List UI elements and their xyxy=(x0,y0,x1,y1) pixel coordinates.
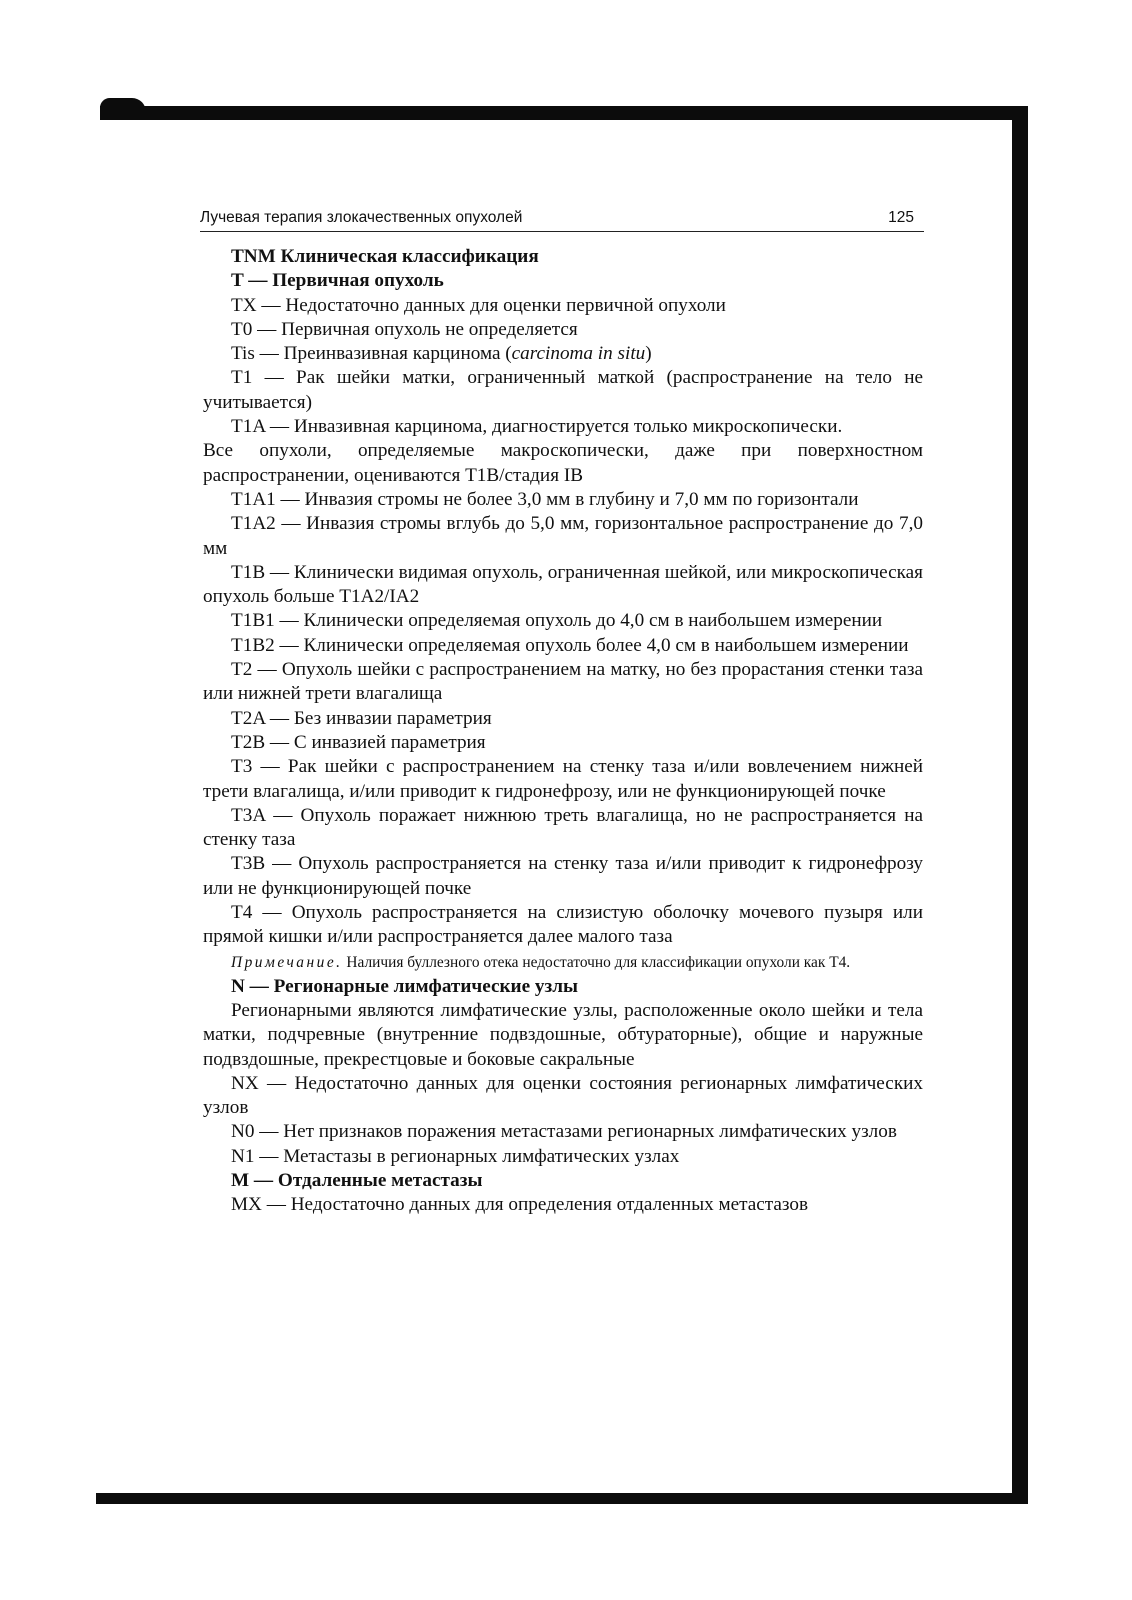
note xyxy=(203,953,923,972)
item-t1: T1 — Рак шейки матки, ограниченный маткой (распространение на тело не учитывается) xyxy=(203,367,923,413)
item-n0: N0 — Нет признаков поражения метастазами регионарных лимфатических узлов xyxy=(231,1121,897,1143)
item-t1a1: T1A1 — Инвазия стромы не более 3,0 мм в глубину и 7,0 мм по горизонтали xyxy=(231,488,859,510)
heading-tnm: TNM Клиническая классификация xyxy=(231,246,539,267)
item-t3: T3 — Рак шейки с распространением на стенку таза и/или вовлечением нижней трети влагалища, и/или приводит к гидронефрозу, или не функционирующей почке xyxy=(203,756,923,802)
item-t4: T4 — Опухоль распространяется на слизистую оболочку мочевого пузыря или прямой кишки и/или распространяется далее малого таза xyxy=(203,902,923,948)
item-nx: NX — Недостаточно данных для оценки состояния регионарных лимфатических узлов xyxy=(203,1072,923,1119)
heading-m: M — Отдаленные метастазы xyxy=(231,1169,483,1191)
note-text: Наличия буллезного отека недостаточно для классификации опухоли как T4. xyxy=(342,953,851,971)
heading-n: N — Регионарные лимфатические узлы xyxy=(231,975,578,997)
item-t2: T2 — Опухоль шейки с распространением на матку, но без прорастания стенки таза или нижней трети влагалища xyxy=(203,659,923,705)
scan-frame-bottom xyxy=(96,1493,1028,1504)
item-tx: TX — Недостаточно данных для оценки первичной опухоли xyxy=(231,294,726,316)
item-n1: N1 — Метастазы в регионарных лимфатических узлах xyxy=(231,1145,680,1167)
item-t1b1: T1B1 — Клинически определяемая опухоль до 4,0 см в наибольшем измерении xyxy=(231,610,883,632)
item-tis-latin: carcinoma in situ xyxy=(511,343,646,365)
item-t1b: T1B — Клинически видимая опухоль, ограниченная шейкой, или микроскопическая опухоль больше T1A2/IA2 xyxy=(203,561,923,608)
item-t1a: T1A — Инвазивная карцинома, диагностируется только микроскопически. xyxy=(231,416,843,438)
item-tis-close: ) xyxy=(645,343,652,365)
item-tis-text: Tis — Преинвазивная карцинома ( xyxy=(231,343,512,365)
item-t1a2: T1A2 — Инвазия стромы вглубь до 5,0 мм, горизонтальное распространение до 7,0 мм xyxy=(203,513,923,559)
item-t2a: T2A — Без инвазии параметрия xyxy=(231,707,492,729)
item-n-intro: Регионарными являются лимфатические узлы, расположенные около шейки и тела матки, подчревные (внутренние подвздошные, обтураторные), общие и наружные подвздошные, прекрестцовые и боковые сакральные xyxy=(203,999,923,1070)
page-body xyxy=(203,245,923,1218)
page-number: 125 xyxy=(888,209,914,226)
item-t3a: T3A — Опухоль поражает нижнюю треть влагалища, но не распространяется на стенку таза xyxy=(203,804,923,851)
item-mx: MX — Недостаточно данных для определения отдаленных метастазов xyxy=(231,1194,809,1216)
scan-frame-right xyxy=(1012,106,1028,1504)
running-header xyxy=(200,207,924,232)
item-t3b: T3B — Опухоль распространяется на стенку таза и/или приводит к гидронефрозу или не функционирующей почке xyxy=(203,853,923,899)
heading-t: T — Первичная опухоль xyxy=(231,270,444,292)
running-header-title: Лучевая терапия злокачественных опухолей xyxy=(200,209,523,226)
item-t1b2: T1B2 — Клинически определяемая опухоль более 4,0 см в наибольшем измерении xyxy=(231,634,909,656)
item-tis xyxy=(203,342,923,366)
note-label: Примечание. xyxy=(231,953,343,971)
item-t1a-continued: Все опухоли, определяемые макроскопически, даже при поверхностном распространении, оцениваются T1B/стадия IB xyxy=(203,440,923,486)
item-t0: T0 — Первичная опухоль не определяется xyxy=(231,318,578,340)
scan-frame-top xyxy=(100,106,1026,120)
item-t2b: T2B — С инвазией параметрия xyxy=(231,731,486,753)
